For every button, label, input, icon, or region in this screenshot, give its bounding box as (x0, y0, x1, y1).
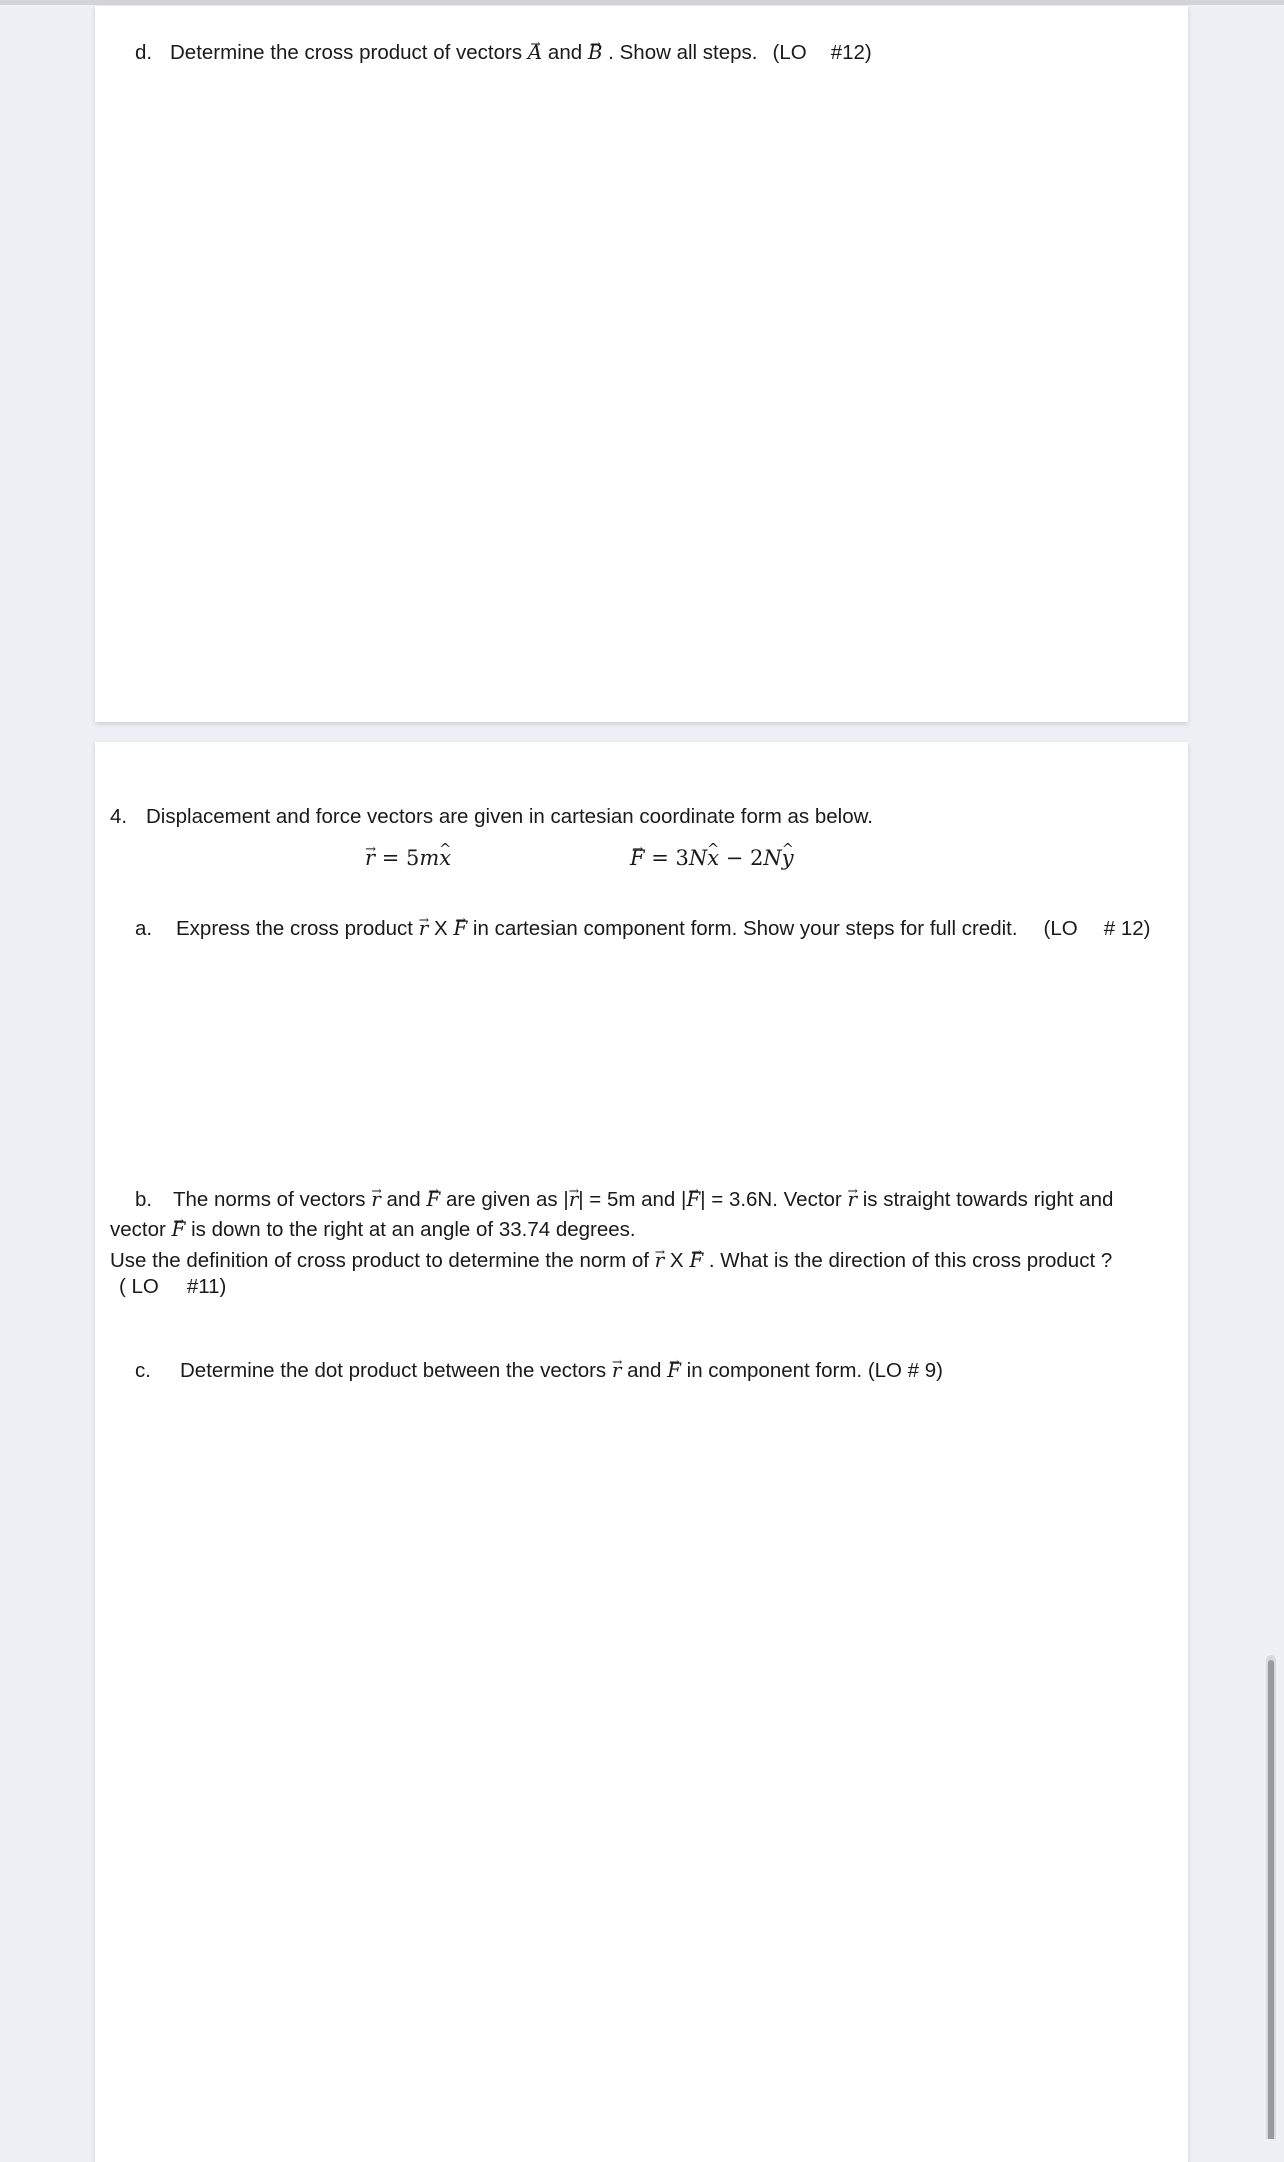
document-page-1 (95, 6, 1188, 722)
part-a-lo: (LO (1043, 917, 1078, 940)
question-text: Displacement and force vectors are given in cartesian coordinate form as below. (146, 805, 873, 828)
scrollbar-thumb[interactable] (1268, 1660, 1274, 2139)
vector-a: → A (528, 39, 542, 65)
equation-r: → r = 5m^ x (365, 845, 451, 871)
part-a-label: a. (135, 917, 153, 940)
part-d-lo-number: #12) (830, 41, 872, 64)
part-a-lo-number: # 12) (1103, 917, 1151, 940)
vector-b: → B (588, 39, 603, 65)
part-d-label: d. (135, 41, 153, 64)
equation-f: → F = 3N^ x − 2N^ y (630, 845, 794, 871)
top-border (0, 0, 1284, 5)
part-a-line: a. Express the cross product → r X → F in cartesian component form. Show your steps for full credit. (LO # 12) (135, 915, 1150, 942)
question-number: 4. (110, 805, 128, 828)
part-b-lo-number: #11) (186, 1275, 227, 1298)
part-b-label: b. (135, 1188, 153, 1211)
part-b-line-3: Use the definition of cross product to determine the norm of → r X → F . What is the direction of this cross product ? (110, 1247, 1112, 1274)
document-page-2 (95, 742, 1188, 2162)
part-b-line-2: vector → F is down to the right at an angle of 33.74 degrees. (110, 1216, 636, 1243)
part-d-lo: (LO (772, 41, 807, 64)
part-d-line: d. Determine the cross product of vectors → A and → B . Show all steps. (LO #12) (135, 39, 872, 66)
part-b-line-1: b. The norms of vectors → r and → F are given as |→ r| = 5m and |→ F| = 3.6N. Vector → r is straight towards right and (135, 1186, 1113, 1213)
part-b-lo: ( LO (119, 1275, 159, 1298)
part-c-line: c. Determine the dot product between the vectors → r and → F in component form. (LO # 9) (135, 1357, 943, 1384)
part-b-line-4 (119, 1274, 226, 1300)
part-c-label: c. (135, 1359, 151, 1382)
question-4-line (110, 804, 873, 830)
